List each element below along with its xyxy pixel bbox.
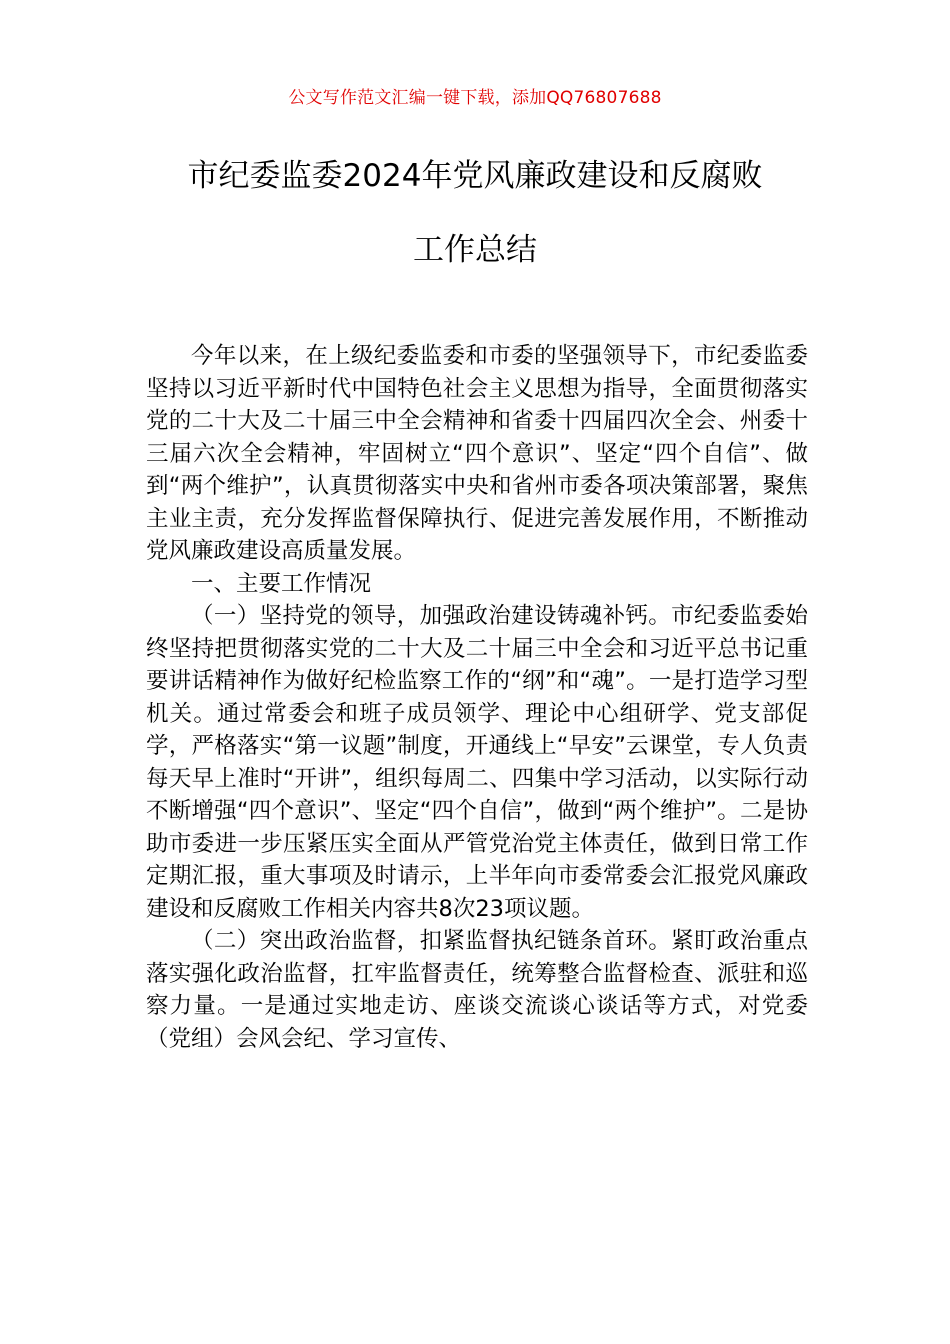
body-paragraph: （二）突出政治监督，扣紧监督执纪链条首环。紧盯政治重点落实强化政治监督，扛牢监督责任，统筹整合监督检查、派驻和巡察力量。一是通过实地走访、座谈交流谈心谈话等方式，对党委（党组）会风会纪、学习宣传、 [146, 928, 808, 1052]
section-heading: 一、主要工作情况 [191, 570, 372, 597]
document-title [120, 152, 830, 300]
document-body [146, 340, 808, 1055]
title-line-1: 市纪委监委2024年党风廉政建设和反腐败 [187, 158, 763, 194]
title-line-2: 工作总结 [413, 232, 537, 268]
body-paragraph: （一）坚持党的领导，加强政治建设铸魂补钙。市纪委监委始终坚持把贯彻落实党的二十大及二十届三中全会和习近平总书记重要讲话精神作为做好纪检监察工作的“纲”和“魂”。一是打造学习型机关。通过常委会和班子成员领学、理论中心组研学、党支部促学，严格落实“第一议题”制度，开通线上“早安”云课堂，专人负责每天早上准时“开讲”，组织每周二、四集中学习活动，以实际行动不断增强“四个意识”、坚定“四个自信”，做到“两个维护”。二是协助市委进一步压紧压实全面从严管党治党主体责任，做到日常工作定期汇报，重大事项及时请示，上半年向市委常委会汇报党风廉政建设和反腐败工作相关内容共8次23项议题。 [146, 603, 808, 922]
intro-paragraph: 今年以来，在上级纪委监委和市委的坚强领导下，市纪委监委坚持以习近平新时代中国特色社会主义思想为指导，全面贯彻落实党的二十大及二十届三中全会精神和省委十四届四次全会、州委十三届六次全会精神，牢固树立“四个意识”、坚定“四个自信”、做到“两个维护”，认真贯彻落实中央和省州市委各项决策部署，聚焦主业主责，充分发挥监督保障执行、促进完善发展作用，不断推动党风廉政建设高质量发展。 [146, 343, 808, 564]
download-watermark: 公文写作范文汇编一键下载，添加QQ76807688 [288, 88, 662, 108]
